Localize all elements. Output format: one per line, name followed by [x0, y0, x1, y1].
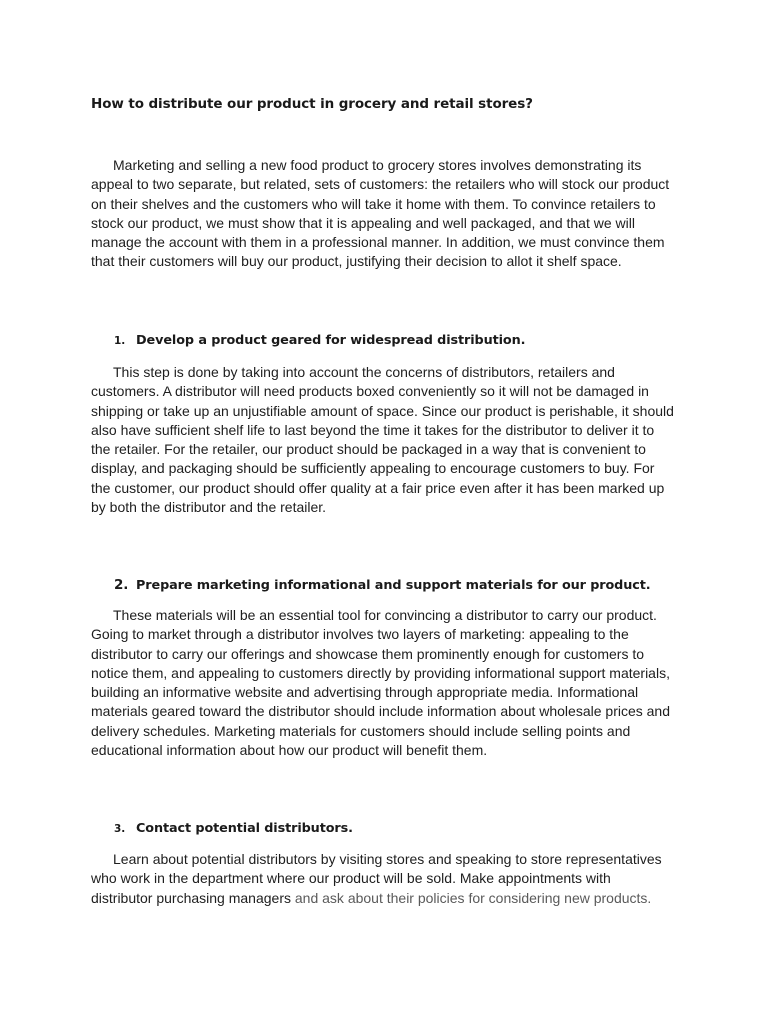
intro-paragraph: Marketing and selling a new food product to grocery stores involves demonstrating its appeal to two separate, but related, sets of customers: the retailers who will stock our product on their shelves and the customers who will take it home with them. To convince retailers to stock our product, we must show that it is appealing and well packaged, and that we will manage the account with them in a professional manner. In addition, we must convince them that their customers will buy our product, justifying their decision to allot it shelf space.	[91, 157, 670, 270]
section-number-1: 1.	[114, 335, 126, 347]
section-body-2: These materials will be an essential tool for convincing a distributor to carry our product. Going to market through a distributor involves two layers of marketing: appealing to the distributor to carry our offerings and showcase them prominently enough for customers to notice them, and appealing to customers directly by providing informational support materials, building an informative website and advertising through appropriate media. Informational materials geared toward the distributor should include information about wholesale prices and delivery schedules. Marketing materials for customers should include selling points and educational information about how our product will benefit them.	[91, 607, 670, 759]
section-heading-2	[114, 576, 651, 595]
section-body-3-text: Learn about potential distributors by visiting stores and speaking to store representatives who work in the department where our product will be sold. Make appointments with distributor purchasing managers	[91, 851, 662, 906]
section-body-3-faded-text: and ask about their policies for considering new products.	[291, 889, 652, 906]
section-heading-text-1: Develop a product geared for widespread distribution.	[136, 333, 526, 348]
document-title: How to distribute our product in grocery and retail stores?	[91, 96, 533, 112]
section-heading-text-3: Contact potential distributors.	[136, 821, 353, 836]
section-body-3	[91, 850, 663, 908]
section-heading-text-2: Prepare marketing informational and support materials for our product.	[136, 578, 651, 593]
section-number-3: 3.	[114, 823, 126, 835]
section-heading-1	[114, 332, 525, 350]
section-body-1: This step is done by taking into account the concerns of distributors, retailers and customers. A distributor will need products boxed conveniently so it will not be damaged in shipping or take up an unjustifiable amount of space. Since our product is perishable, it should also have sufficient shelf life to last beyond the time it takes for the distributor to deliver it to the retailer. For the retailer, our product should be packaged in a way that is convenient to display, and packaging should be sufficiently appealing to encourage customers to buy. For the customer, our product should offer quality at a fair price even after it has been marked up by both the distributor and the retailer.	[91, 364, 674, 516]
section-number-2: 2.	[114, 577, 129, 593]
section-heading-3	[114, 820, 353, 838]
